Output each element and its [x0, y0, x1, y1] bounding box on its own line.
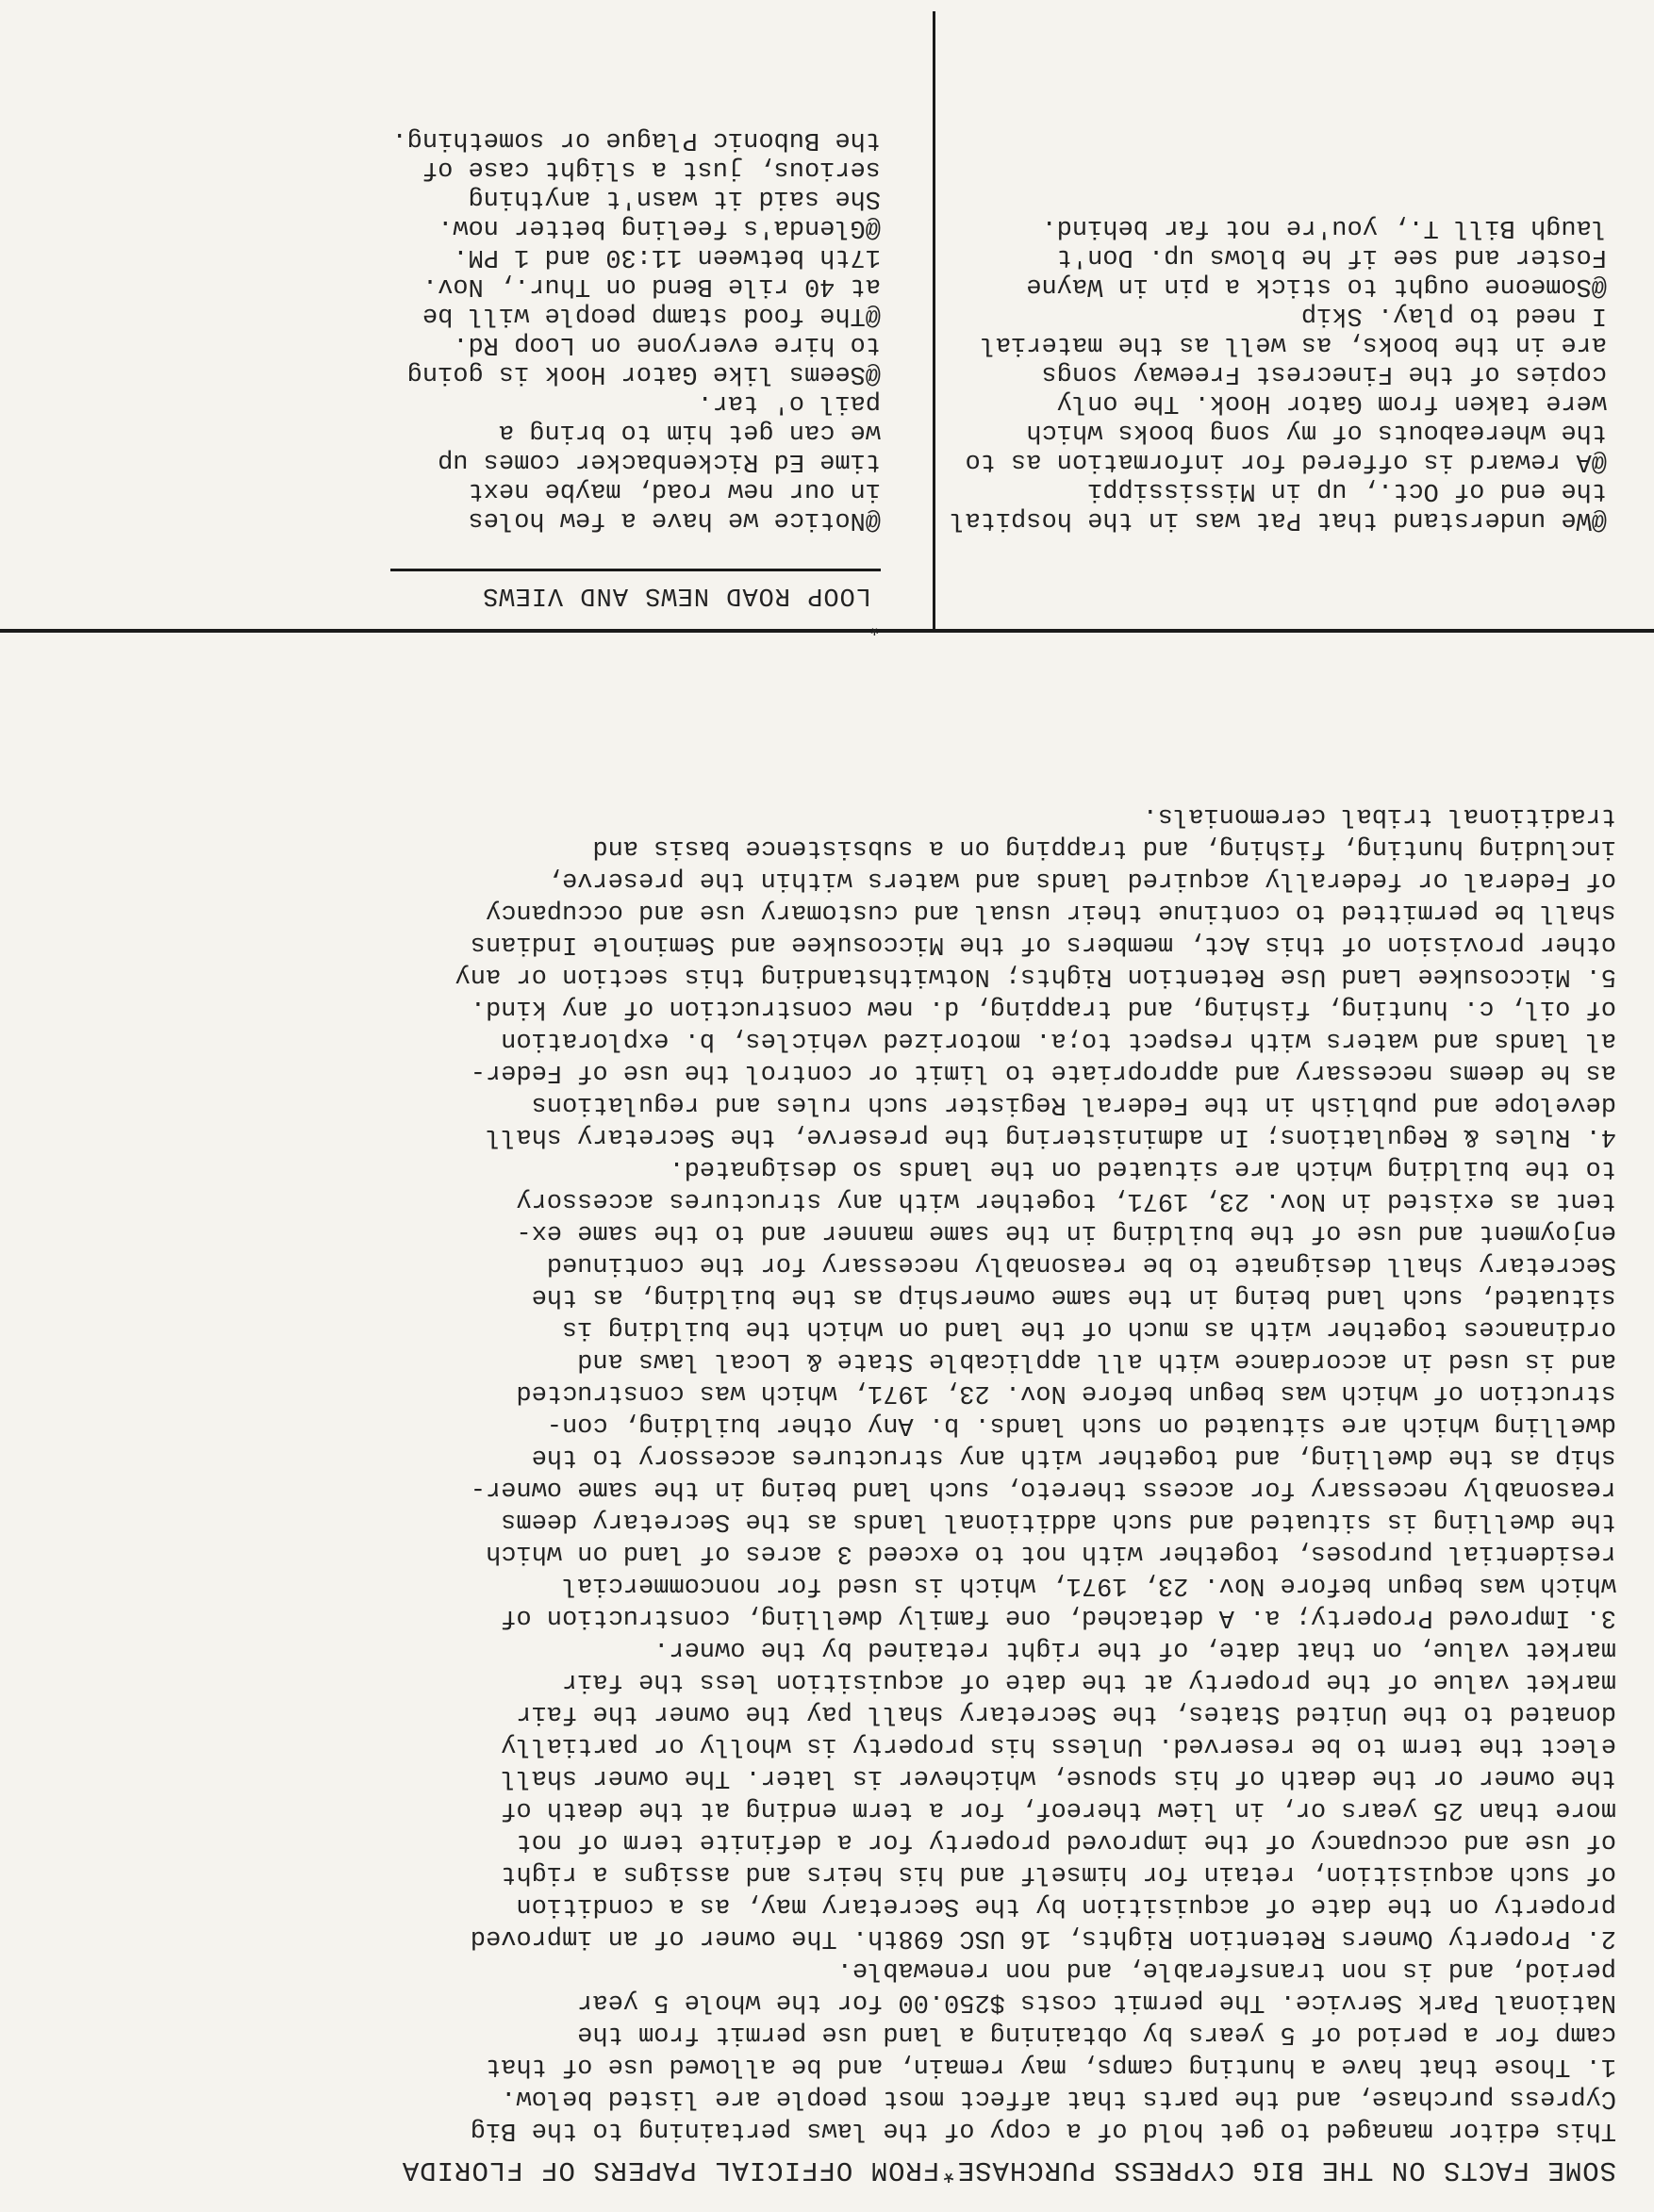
news-line: I need to play. Skip — [1300, 301, 1607, 329]
article-line: dwelling which are situated on such lands. b. Any other building, con- — [546, 1411, 1616, 1439]
article-line: 2. Property Owners Retention Rights, 16 USC 698th. The owner of an improved — [470, 1923, 1616, 1952]
article-line: 1. Those that have a hunting camps, may remain, and be allowed use of that — [486, 2052, 1616, 2080]
news-line: laugh Bill T., you're not far behind. — [1041, 213, 1607, 241]
news-line: @Seems like Gator Hook is going — [406, 359, 881, 388]
news-line: She said it wasn't anything — [468, 184, 881, 212]
article-line: donated to the United States, the Secretary shall pay the owner the fair — [516, 1699, 1616, 1727]
news-line: pail o' tar. — [697, 388, 881, 417]
news-line: @We understand that Pat was in the hospital — [950, 505, 1607, 534]
news-line: @The food stamp people will be — [422, 301, 881, 329]
article-line: 4. Rules & Regulations; In administering the preserve, the Secretary shall — [486, 1122, 1616, 1150]
article-line: enjoyment and use of the building in the same manner and to the same ex- — [516, 1218, 1616, 1246]
article-line: which was begun before Nov. 23, 1971, which is used for noncommercial — [562, 1571, 1616, 1599]
news-line: at 40 rile Bend on Thur., Nov. — [422, 272, 881, 300]
news-line: the end of Oct., up in Mississippi — [1087, 476, 1607, 504]
news-line: Foster and see if he blows up. Don't — [1056, 242, 1607, 271]
page-header: SOME FACTS ON THE BIG CYPRESS PURCHASE*FROM OFFICIAL PAPERS OF FLORIDA — [401, 2154, 1616, 2186]
news-line: @Glenda's feeling better now. — [438, 213, 881, 241]
article-line: market value, on that date, of the right retained by the owner. — [653, 1635, 1616, 1663]
news-line: 17th between 11:30 and 1 PM. — [453, 242, 881, 271]
news-column-right — [947, 212, 1607, 534]
article-line: of use and occupancy of the improved property for a definite term of not — [516, 1827, 1616, 1856]
article-line: the owner or the death of his spouse, whichever is later. The owner shall — [501, 1763, 1616, 1791]
news-line: were taken from Gator Hook. The only — [1056, 388, 1607, 417]
news-line: in our new road, maybe next — [468, 476, 881, 504]
article-line: This editor managed to get hold of a copy of the laws pertaining to the Big — [470, 2116, 1616, 2144]
news-line: copies of the Finecrest Freeway songs — [1041, 359, 1607, 388]
article-line: develope and publish in the Federal Register such rules and regulations — [531, 1090, 1616, 1118]
article-line: to the building which are situated on the lands so designated. — [669, 1154, 1616, 1182]
article-line: al lands and waters with respect to;a. motorized vehicles, b. exploration — [501, 1026, 1616, 1054]
article-line: of Federal or federally acquired lands and waters within the preserve, — [546, 866, 1616, 894]
article-line: shall be permitted to continue their usual and customary use and occupancy — [486, 898, 1616, 926]
article-line: ship as the dwelling, and together with any structures accessory to the — [531, 1443, 1616, 1471]
article-line: including hunting, fishing, and trapping on a subsistence basis and — [592, 834, 1616, 862]
article-line: situated, such land being in the same ownership as the building, as the — [531, 1282, 1616, 1311]
news-line: to hire everyone on Loop Rd. — [453, 330, 881, 358]
article-line: of oil, c. hunting, fishing, and trapping, d. new construction of any kind. — [470, 994, 1616, 1022]
column-divider — [933, 11, 935, 629]
article-line: the dwelling is situated and such additional lands as the Secretary deems — [501, 1507, 1616, 1535]
article-line: residential purposes, together with not to exceed 3 acres of land on which — [486, 1539, 1616, 1567]
article-line: as he deems necessary and appropriate to limit or control the use of Feder- — [470, 1058, 1616, 1086]
star-icon: * — [867, 614, 881, 637]
article-line: elect the term to be reserved. Unless his property is wholly or partially — [501, 1731, 1616, 1759]
main-article — [23, 800, 1616, 2146]
news-line: @Notice we have a few holes — [468, 505, 881, 534]
title-underline — [390, 569, 881, 571]
news-line: @A reward is offered for information as to — [965, 447, 1607, 475]
article-line: 5. Miccosukee Land Use Retention Rights; Notwithstanding this section or any — [455, 962, 1616, 990]
news-line: @Someone ought to stick a pin in Wayne — [1026, 272, 1607, 300]
article-line: ordinances together with as much of the land on which the building is — [562, 1314, 1616, 1343]
article-line: market value of the property at the date of acquisition less the fair — [562, 1667, 1616, 1695]
news-line: the whereabouts of my song books which — [1026, 418, 1607, 446]
article-line: more than 25 years or, in liew thereof, for a term ending at the death of — [501, 1795, 1616, 1824]
article-line: traditional tribal ceremonials. — [1142, 801, 1616, 830]
article-line: other provision of this Act, members of the Miccosukee and Seminole Indians — [470, 930, 1616, 958]
article-line: National Park Service. The permit costs $250.00 for the whole 5 year — [577, 1988, 1616, 2016]
article-line: Secretary shall designate to be reasonably necessary for the continued — [546, 1250, 1616, 1279]
news-line: we can get him to bring a — [498, 418, 881, 446]
article-line: 3. Improved Property; a. A detached, one family dwelling, construction of — [501, 1603, 1616, 1631]
article-line: of such acquisition, retain for himself and his heirs and assigns a right — [501, 1859, 1616, 1888]
news-line: the Bubonic Plague or something. — [391, 125, 881, 154]
article-line: struction of which was begun before Nov. 23, 1971, which was constructed — [516, 1378, 1616, 1407]
news-line: time Ed Rickenbacker comes up — [438, 447, 881, 475]
article-line: camp for a period of 5 years by obtaining a land use permit from the — [577, 2020, 1616, 2048]
article-line: and is used in accordance with all applicable State & Local laws and — [577, 1346, 1616, 1375]
article-line: Cypress purchase, and the parts that affect most people are listed below. — [501, 2084, 1616, 2112]
news-line: serious, just a slight case of — [422, 155, 881, 183]
loop-road-title — [482, 581, 881, 637]
loop-road-title-text: LOOP ROAD NEWS AND VIEWS — [482, 581, 871, 609]
section-divider — [0, 629, 1654, 633]
article-line: tent as existed in Nov. 23, 1971, together with any structures accessory — [516, 1186, 1616, 1214]
article-line: property on the date of acquisition by the Secretary may, as a condition — [516, 1891, 1616, 1920]
news-line: are in the books, as well as the material — [980, 330, 1607, 358]
loop-road-column — [221, 124, 881, 534]
article-line: period, and is non transferable, and non renewable. — [836, 1956, 1616, 1984]
article-line: reasonably necessary for access thereto, such land being in the same owner- — [470, 1475, 1616, 1503]
